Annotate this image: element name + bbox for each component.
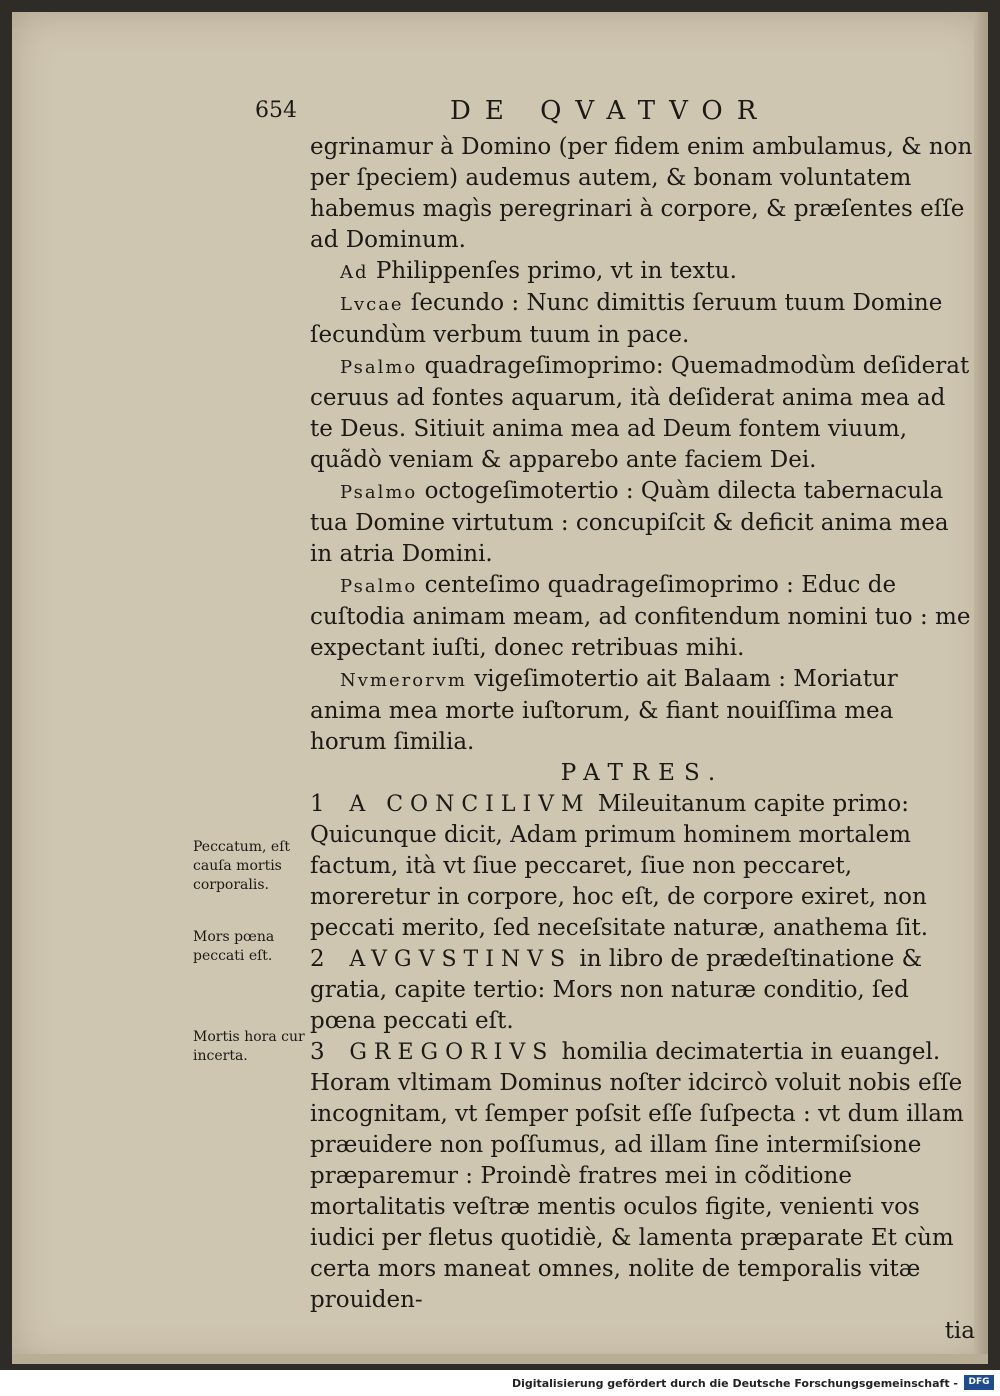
paragraph-lead: Lvcae [340, 294, 404, 315]
running-head: DE QVATVOR [450, 96, 771, 126]
page-number: 654 [255, 98, 297, 123]
paragraph-text: centeſimo quadrageſimoprimo : Educ de cuſtodia animam meam, ad confitendum nomini tuo : me expectant iuſti, donec retribuas mihi. [310, 572, 971, 661]
paragraph-lead: Psalmo [340, 576, 418, 597]
entry-lead: GREGORIVS [349, 1040, 555, 1065]
patres-entry-1 [310, 789, 975, 944]
paragraph-psalmo-83 [310, 476, 975, 570]
paragraph-numerorum [310, 664, 975, 758]
margin-note-mortis-hora: Mortis hora cur incerta. [193, 1029, 305, 1064]
patres-entry-3 [310, 1037, 975, 1316]
entry-number: 1 [310, 791, 325, 817]
paragraph-philippenses [310, 256, 975, 288]
margin-note-peccatum: Peccatum, eſt cauſa mortis corporalis. [193, 839, 291, 893]
entry-text: in libro de prædeſtinatione & gratia, capite tertio: Mors non naturæ conditio, ſed pœna peccati eſt. [310, 946, 923, 1034]
paragraph-lead: Psalmo [340, 482, 418, 503]
margin-note-mors-poena: Mors pœna peccati eſt. [193, 929, 275, 964]
dfg-logo-icon: DFG [964, 1375, 994, 1390]
entry-number: 3 [310, 1039, 325, 1065]
page-edge-right [974, 12, 988, 1364]
entry-number: 2 [310, 946, 325, 972]
patres-entry-2 [310, 944, 975, 1037]
entry-lead: A CONCILIVM [349, 792, 591, 817]
footer-credit: Digitalisierung gefördert durch die Deutsche Forschungsgemeinschaft - [511, 1377, 958, 1390]
catchword: tia [944, 1318, 975, 1344]
paragraph-text: ſecundo : Nunc dimittis ſeruum tuum Domine ſecundùm verbum tuum in pace. [310, 290, 943, 348]
paragraph-psalmo-141 [310, 570, 975, 664]
paragraph-lead: Nvmerorvm [340, 670, 467, 691]
entry-text: Mileuitanum capite primo: Quicunque dicit, Adam primum hominem mortalem factum, ità vt ſiue peccaret, ſiue non peccaret, moreretur in corpore, hoc eſt, de corpore exiret, non peccati merito, ſed neceſsitate naturæ, anathema ſit. [310, 791, 929, 941]
entry-lead: AVGVSTINVS [349, 947, 573, 972]
paragraph-text: Philippenſes primo, vt in textu. [375, 258, 737, 284]
main-text [310, 132, 975, 1347]
paragraph-psalmo-41 [310, 351, 975, 476]
paragraph-lucae [310, 288, 975, 351]
paragraph-lead: Ad [340, 262, 369, 283]
page-header [255, 96, 895, 130]
footer-bar [0, 1370, 1000, 1396]
paragraph-text: octogeſimotertio : Quàm dilecta tabernacula tua Domine virtutum : concupiſcit & deficit anima mea in atria Domini. [310, 478, 949, 567]
section-heading: PATRES. [560, 760, 725, 786]
page-edge-bottom [12, 1354, 988, 1364]
paragraph-continuation: egrinamur à Domino (per fidem enim ambulamus, & non per ſpeciem) audemus autem, & bonam voluntatem habemus magìs peregrinari à corpore, & præſentes eſſe ad Dominum. [310, 134, 973, 253]
paragraph-text: quadrageſimoprimo: Quemadmodùm deſiderat ceruus ad fontes aquarum, ità deſiderat anima mea ad te Deus. Sitiuit anima mea ad Deum fontem viuum, quãdò veniam & apparebo ante faciem Dei. [310, 353, 970, 473]
paragraph-text: vigeſimotertio ait Balaam : Moriatur anima mea morte iuſtorum, & fiant nouiſſima mea horum ſimilia. [310, 666, 898, 755]
entry-text: homilia decimatertia in euangel. Horam vltimam Dominus noſter idcircò voluit nobis eſſe incognitam, vt ſemper poſsit eſſe ſuſpecta : vt dum illam præuidere non poſſumus, ad illam ſine intermiſsione præparemur : Proindè fratres mei in cõditione mortalitatis veſtræ mentis oculos figite, venienti vos iudici per fletus quotidiè, & lamenta præparate Et cùm certa mors maneat omnes, nolite de temporalis vitæ prouiden- [310, 1039, 964, 1313]
paragraph-lead: Psalmo [340, 357, 418, 378]
